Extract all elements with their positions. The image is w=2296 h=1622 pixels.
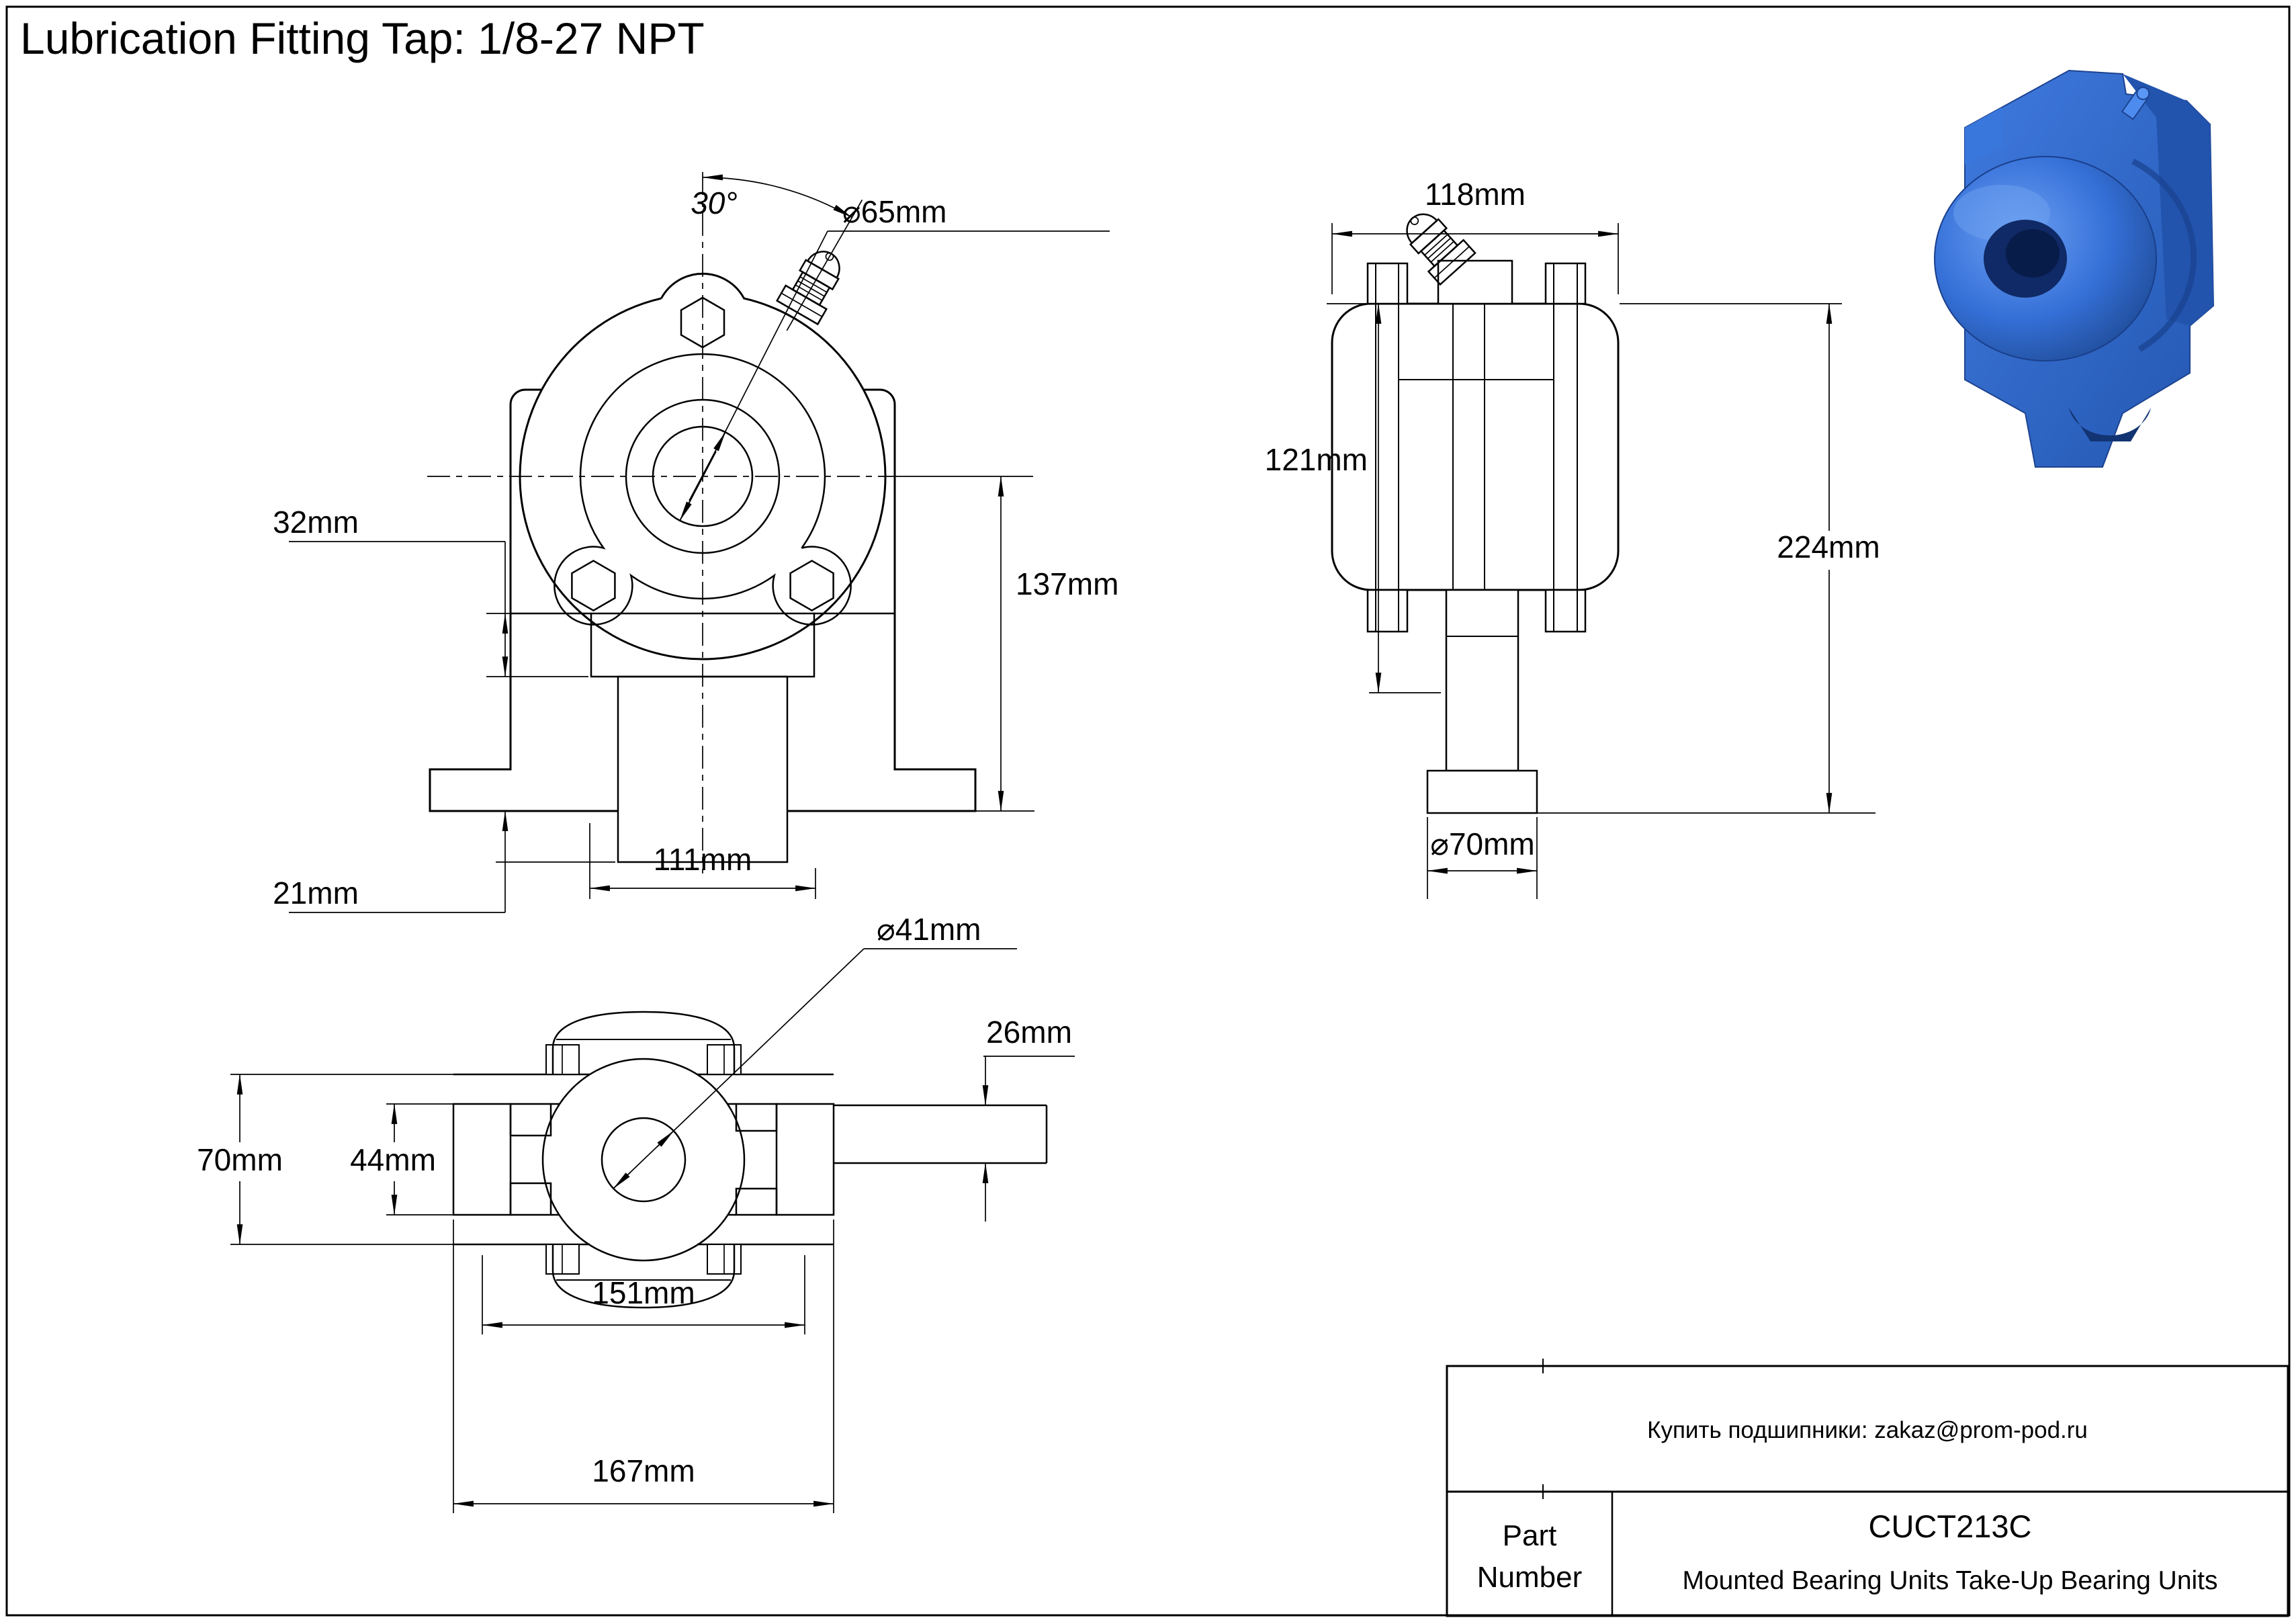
render-bore-inner [2006,229,2060,278]
side-nut-top-left [1368,263,1407,304]
dim-top-outer-height-label: 70mm [197,1142,283,1177]
title-block-description: Mounted Bearing Units Take-Up Bearing Units [1682,1566,2218,1595]
dim-top-shaft-bore-label: ⌀41mm [877,912,981,947]
dim-side-shaft-label: ⌀70mm [1430,826,1535,861]
dim-top-slot-height-label: 44mm [350,1142,436,1177]
dim-top-inner-width-label: 151mm [592,1275,695,1310]
side-sleeve [1446,590,1518,771]
side-nut-top-right [1546,263,1585,304]
side-nut-bottom-left [1368,590,1407,632]
page-title: Lubrication Fitting Tap: 1/8-27 NPT [20,13,705,63]
title-block-contact: Купить подшипники: zakaz@prom-pod.ru [1647,1417,2088,1443]
dim-front-block-width-label: 111mm [653,842,752,877]
dim-side-total-height-label: 224mm [1777,529,1880,564]
dim-side-body-height-label: 121mm [1264,442,1368,477]
dim-front-bore-label: ⌀65mm [842,194,947,229]
side-collar [1427,771,1537,813]
dim-top-screw-offset-label: 26mm [986,1015,1072,1050]
dim-front-center-height-label: 137mm [1016,566,1119,601]
title-block-part-label-2: Number [1476,1561,1583,1594]
dim-top-total-width-label: 167mm [592,1453,695,1488]
dim-front-tab-label: 21mm [273,876,359,910]
dim-front-step-label: 32mm [273,505,359,540]
dim-side-width-label: 118mm [1425,177,1526,212]
dim-front-angle-label: 30° [691,185,738,220]
title-block-part-number: CUCT213C [1868,1508,2032,1544]
side-nut-bottom-right [1546,590,1585,632]
title-block-part-label-1: Part [1502,1519,1557,1552]
side-top-cap [1438,261,1512,304]
